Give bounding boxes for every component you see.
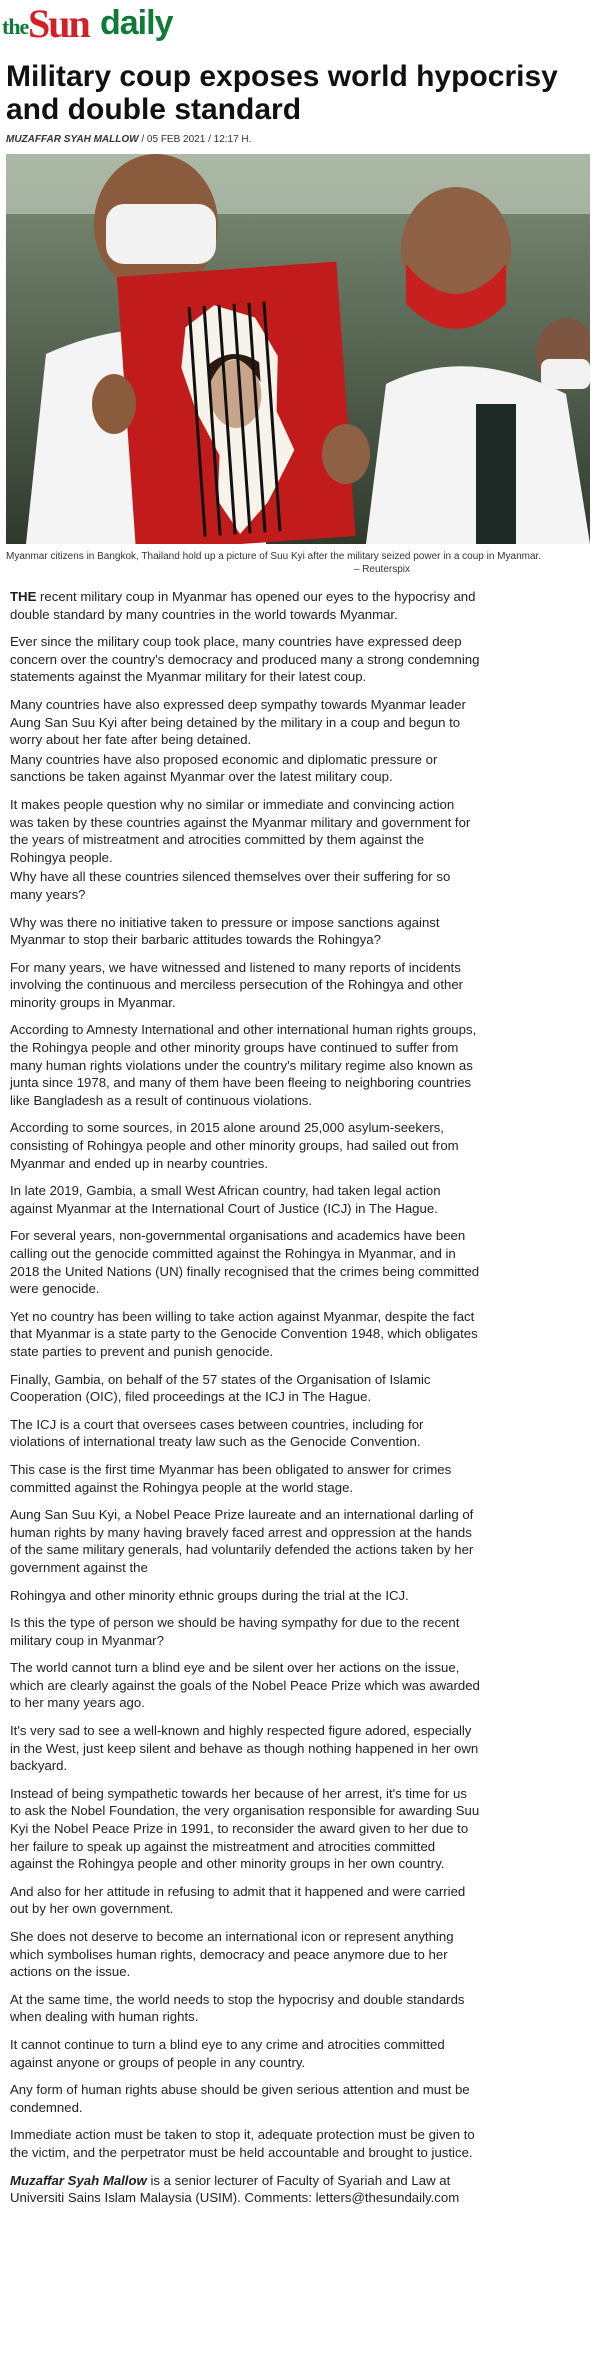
paragraph: The ICJ is a court that oversees cases between countries, including for violations of international treaty law such as the Genocide Convention. xyxy=(10,1416,424,1450)
paragraph: Many countries have also proposed economic and diplomatic pressure or sanctions be taken against Myanmar over the latest military coup. xyxy=(10,751,438,785)
lead-word: THE xyxy=(10,589,37,604)
bio-text: is a senior lecturer of Faculty of Syariah and Law at Universiti Sains Islam Malaysia (USIM). Comments: letters@thesundaily.com xyxy=(10,2172,460,2206)
logo-daily: daily xyxy=(100,4,173,42)
protest-photo-illustration xyxy=(6,154,590,544)
publish-date: 05 FEB 2021 / 12:17 H. xyxy=(146,134,252,145)
paragraph: She does not deserve to become an international icon or represent anything which symbolises human rights, democracy and peace anymore due to her actions on the issue. xyxy=(10,1929,454,1980)
article-title: Military coup exposes world hypocrisy and double standard xyxy=(6,60,558,126)
paragraph: Many countries have also expressed deep sympathy towards Myanmar leader Aung San Suu Kyi after being detained by the military in a coup and begun to worry about her fate after being detained. xyxy=(10,696,466,748)
paragraph: Finally, Gambia, on behalf of the 57 states of the Organisation of Islamic Cooperation (OIC), filed proceedings at the ICJ in The Hague. xyxy=(10,1371,431,1405)
article-photo xyxy=(6,154,590,544)
paragraph: The world cannot turn a blind eye and be silent over her actions on the issue, which are clearly against the goals of the Nobel Peace Prize which was awarded to her many years ago. xyxy=(10,1660,480,1711)
paragraph: Rohingya and other minority ethnic groups during the trial at the ICJ. xyxy=(10,1587,409,1603)
byline-separator: / xyxy=(138,134,147,145)
bio-author-name: Muzaffar Syah Mallow xyxy=(10,2172,147,2188)
paragraph: Why have all these countries silenced themselves over their suffering for so many years? xyxy=(10,869,451,902)
lead-text: recent military coup in Myanmar has opened our eyes to the hypocrisy and double standard by many countries in the world towards Myanmar. xyxy=(10,589,476,622)
paragraph: It cannot continue to turn a blind eye to any crime and atrocities committed against anyone or groups of people in any country. xyxy=(10,2036,445,2070)
paragraph: This case is the first time Myanmar has been obligated to answer for crimes committed against the Rohingya people at the world stage. xyxy=(10,1461,452,1495)
paragraph: Is this the type of person we should be having sympathy for due to the recent military coup in Myanmar? xyxy=(10,1615,460,1648)
caption-text: Myanmar citizens in Bangkok, Thailand hold up a picture of Suu Kyi after the military seized power in a coup in Myanmar. xyxy=(6,551,542,562)
logo-sun: Sun xyxy=(28,1,89,46)
paragraph: Immediate action must be taken to stop it, adequate protection must be given to the victim, and the perpetrator must be held accountable and brought to justice. xyxy=(10,2127,475,2160)
paragraph: For several years, non-governmental organisations and academics have been calling out the genocide committed against the Rohingya in Myanmar, and in 2018 the United Nations (UN) finally recognised that the crimes being committed were genocide. xyxy=(10,1228,480,1297)
paragraph: Any form of human rights abuse should be given serious attention and must be condemned. xyxy=(10,2082,470,2115)
site-logo[interactable] xyxy=(0,0,240,56)
paragraph: Yet no country has been willing to take action against Myanmar, despite the fact that Myanmar is a state party to the Genocide Convention 1948, which obligates state parties to prevent and punish genocide. xyxy=(10,1308,478,1359)
paragraph-lead xyxy=(10,588,480,623)
paragraph: According to some sources, in 2015 alone around 25,000 asylum-seekers, consisting of Rohingya people and other minority groups, had sailed out from Myanmar and ended up in nearby countries. xyxy=(10,1120,459,1171)
paragraph: In late 2019, Gambia, a small West African country, had taken legal action against Myanmar at the International Court of Justice (ICJ) in The Hague. xyxy=(10,1183,441,1216)
paragraph: Instead of being sympathetic towards her because of her arrest, it's time for us to ask the Nobel Foundation, the very organisation responsible for awarding Suu Kyi the Nobel Peace Prize in 1991, to reconsider the award given to her due to her failure to speak up against the mistreatment and atrocities committed against the Rohingya people and other minority groups in her own country. xyxy=(10,1785,480,1872)
logo-the: the xyxy=(2,14,29,39)
paragraph: Aung San Suu Kyi, a Nobel Peace Prize laureate and an international darling of human rights by many having bravely faced arrest and oppression at the hands of the same military generals, had voluntarily defended the actions taken by her government against the xyxy=(10,1507,474,1575)
paragraph: Why was there no initiative taken to pressure or impose sanctions against Myanmar to stop their barbaric attitudes towards the Rohingya? xyxy=(10,914,440,948)
byline xyxy=(6,134,251,145)
author-link[interactable]: MUZAFFAR SYAH MALLOW xyxy=(6,134,139,145)
article-body xyxy=(10,588,480,2217)
paragraph: Ever since the military coup took place, many countries have expressed deep concern over the country's democracy and produced many a strong condemning statements against the Myanmar military for their latest coup. xyxy=(10,634,480,685)
paragraph: It makes people question why no similar or immediate and convincing action was taken by these countries against the Myanmar military and government for the years of mistreatment and atrocities committed by them against the Rohingya people. xyxy=(10,796,471,865)
author-bio xyxy=(10,2172,480,2207)
paragraph: It's very sad to see a well-known and highly respected figure adored, especially in the West, just keep silent and behave as though nothing happened in her own backyard. xyxy=(10,1723,479,1774)
paragraph: And also for her attitude in refusing to admit that it happened and were carried out by her own government. xyxy=(10,1883,466,1917)
photo-caption xyxy=(6,550,590,576)
paragraph: According to Amnesty International and other international human rights groups, the Rohingya people and other minority groups have continued to suffer from many human rights violations under the country's military regime also known as junta since 1978, and many of them have been fleeing to neighboring countries like Bangladesh as a result of continuous violations. xyxy=(10,1022,477,1108)
paragraph: For many years, we have witnessed and listened to many reports of incidents involving the continuous and merciless persecution of the Rohingya and other minority groups in Myanmar. xyxy=(10,959,464,1010)
photo-credit: – Reuterspix xyxy=(353,564,410,575)
paragraph: At the same time, the world needs to stop the hypocrisy and double standards when dealing with human rights. xyxy=(10,1991,465,2025)
